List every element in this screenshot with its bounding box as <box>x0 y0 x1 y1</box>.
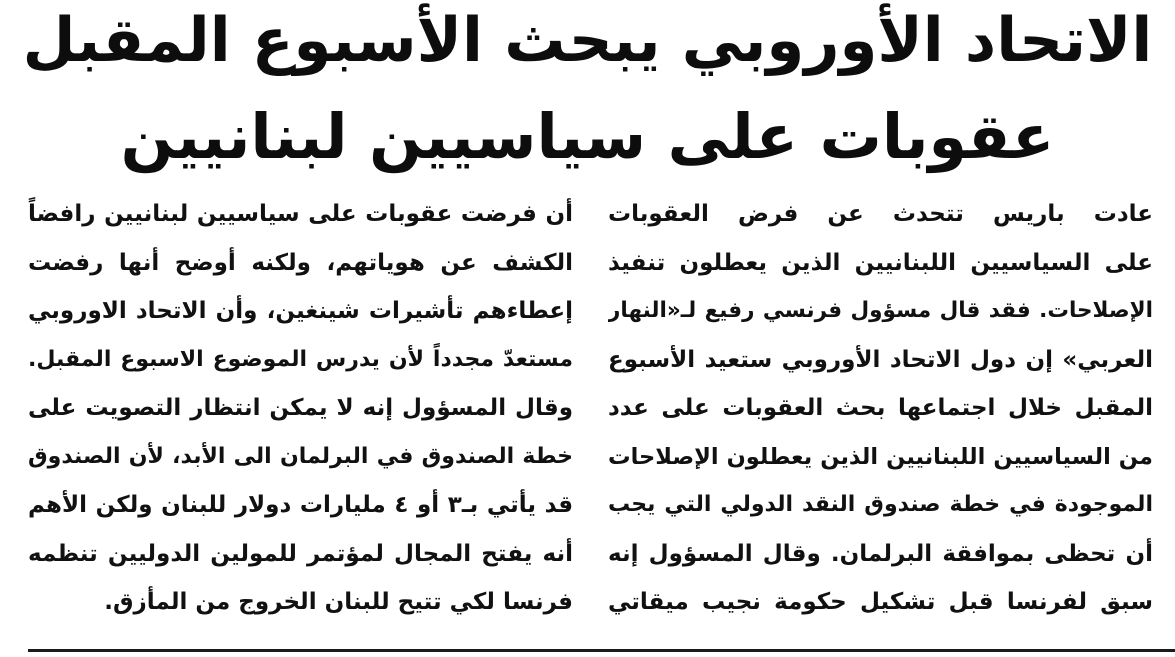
body-line: سبق لفرنسا قبل تشكيل حكومة نجيب ميقاتي <box>608 589 1153 615</box>
body-line: من السياسيين اللبنانيين الذين يعطلون الإصلاحات <box>608 443 1153 470</box>
body-line: الموجودة في خطة صندوق النقد الدولي التي يجب <box>608 492 1153 517</box>
column-right <box>608 190 1153 630</box>
article-headline <box>20 0 1155 172</box>
headline-line-1: الاتحاد الأوروبي يبحث الأسبوع المقبل <box>22 5 1153 76</box>
body-line: خطة الصندوق في البرلمان الى الأبد، لأن الصندوق <box>28 443 573 469</box>
column-left <box>28 190 573 630</box>
body-line: الكشف عن هوياتهم، ولكنه أوضح أنها رفضت <box>28 249 573 276</box>
body-line: أنه يفتح المجال لمؤتمر للمولين الدوليين تنظمه <box>28 540 573 567</box>
body-line: العربي» إن دول الاتحاد الأوروبي ستعيد الأسبوع <box>608 346 1153 373</box>
body-line: على السياسيين اللبنانيين الذين يعطلون تنفيذ <box>608 249 1153 276</box>
body-line: مستعدّ مجدداً لأن يدرس الموضوع الاسبوع المقبل. <box>28 346 573 372</box>
body-line: فرنسا لكي تتيح للبنان الخروج من المأزق. <box>104 589 573 615</box>
body-line: المقبل خلال اجتماعها بحث العقوبات على عدد <box>608 395 1153 421</box>
body-line: أن فرضت عقوبات على سياسيين لبنانيين رافضاً <box>28 201 573 227</box>
body-line: وقال المسؤول إنه لا يمكن انتظار التصويت على <box>28 395 573 421</box>
bottom-divider <box>28 649 1175 652</box>
body-line: الإصلاحات. فقد قال مسؤول فرنسي رفيع لـ«النهار <box>608 298 1153 323</box>
article-body <box>28 190 1153 630</box>
headline-line-2: عقوبات على سياسيين لبنانيين <box>120 100 1055 173</box>
body-line: قد يأتي بـ٣ أو ٤ مليارات دولار للبنان ولكن الأهم <box>28 492 573 518</box>
body-line: أن تحظى بموافقة البرلمان. وقال المسؤول إنه <box>608 540 1153 567</box>
body-line: عادت باريس تتحدث عن فرض العقوبات <box>608 201 1153 227</box>
body-line: إعطاءهم تأشيرات شينغين، وأن الاتحاد الاوروبي <box>28 298 573 324</box>
